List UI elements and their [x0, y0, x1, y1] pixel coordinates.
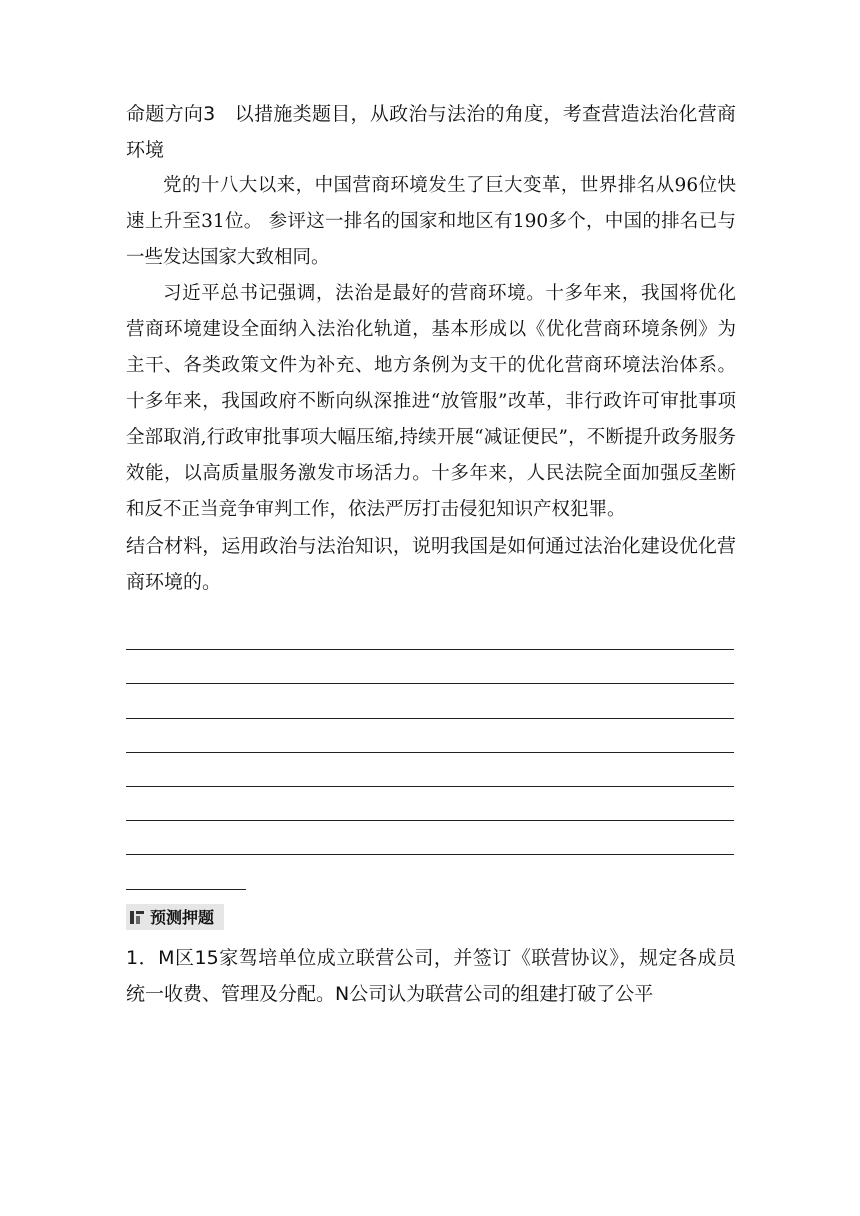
answer-lines[interactable]	[126, 616, 736, 890]
answer-line[interactable]	[126, 821, 734, 855]
question-prompt: 结合材料，运用政治与法治知识，说明我国是如何通过法治化建设优化营商环境的。	[126, 535, 736, 593]
answer-line[interactable]	[126, 684, 734, 718]
section-heading: 命题方向3 以措施类题目，从政治与法治的角度，考查营造法治化营商环境	[126, 103, 736, 161]
section-tag-label: 预测押题	[150, 908, 215, 927]
answer-line[interactable]	[126, 855, 246, 889]
material-paragraph-1: 党的十八大以来，中国营商环境发生了巨大变革，世界排名从96位快速上升至31位。 参评这一排名的国家和地区有190多个，中国的排名已与一些发达国家大致相同。	[126, 175, 736, 268]
document-page	[126, 96, 736, 1012]
material-paragraph-2: 习近平总书记强调，法治是最好的营商环境。十多年来，我国将优化营商环境建设全面纳入法治化轨道，基本形成以《优化营商环境条例》为主干、各类政策文件为补充、地方条例为支干的优化营商环境法治体系。十多年来，我国政府不断向纵深推进“放管服”改革，非行政许可审批事项全部取消,行政审批事项大幅压缩,持续开展“减证便民”，不断提升政务服务效能，以高质量服务激发市场活力。十多年来，人民法院全面加强反垄断和反不正当竞争审判工作，依法严厉打击侵犯知识产权犯罪。	[126, 283, 736, 520]
answer-line[interactable]	[126, 753, 734, 787]
question-item-1: 1．M区15家驾培单位成立联营公司，并签订《联营协议》，规定各成员统一收费、管理及分配。N公司认为联营公司的组建打破了公平	[126, 946, 736, 1005]
section-tag	[126, 904, 224, 930]
answer-line[interactable]	[126, 787, 734, 821]
answer-line[interactable]	[126, 616, 734, 650]
section-marker-icon	[128, 908, 146, 926]
answer-line[interactable]	[126, 719, 734, 753]
answer-line[interactable]	[126, 650, 734, 684]
